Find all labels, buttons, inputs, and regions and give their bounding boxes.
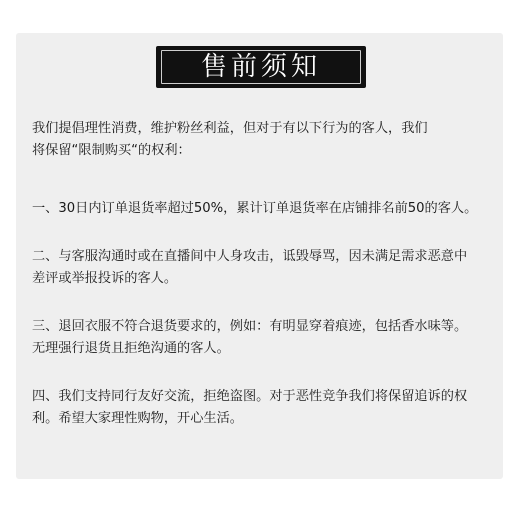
intro-paragraph [32, 118, 428, 162]
title-banner [156, 46, 366, 88]
intro-line: 我们提倡理性消费，维护粉丝利益，但对于有以下行为的客人，我们 [32, 121, 428, 136]
rule-item-3 [32, 316, 467, 360]
rule-line: 三、退回衣服不符合退货要求的，例如：有明显穿着痕迹，包括香水味等。 [32, 319, 468, 334]
rule-item-4 [32, 386, 467, 430]
rule-line: 二、与客服沟通时或在直播间中人身攻击，诋毁辱骂，因未满足需求恶意中 [32, 249, 468, 264]
rule-line: 四、我们支持同行友好交流，拒绝盗图。对于恶性竞争我们将保留追诉的权 [32, 389, 468, 404]
intro-line: 将保留“限制购买“的权利： [32, 143, 191, 158]
rule-line: 差评或举报投诉的客人。 [32, 271, 178, 286]
rule-line: 一、30日内订单退货率超过50%，累计订单退货率在店铺排名前50的客人。 [32, 201, 478, 216]
rule-line: 利。希望大家理性购物，开心生活。 [32, 411, 243, 426]
rule-item-1 [32, 198, 477, 220]
rule-line: 无理强行退货且拒绝沟通的客人。 [32, 341, 230, 356]
page-title: 售前须知 [200, 52, 321, 82]
title-banner-frame [161, 50, 361, 84]
rule-item-2 [32, 246, 467, 290]
